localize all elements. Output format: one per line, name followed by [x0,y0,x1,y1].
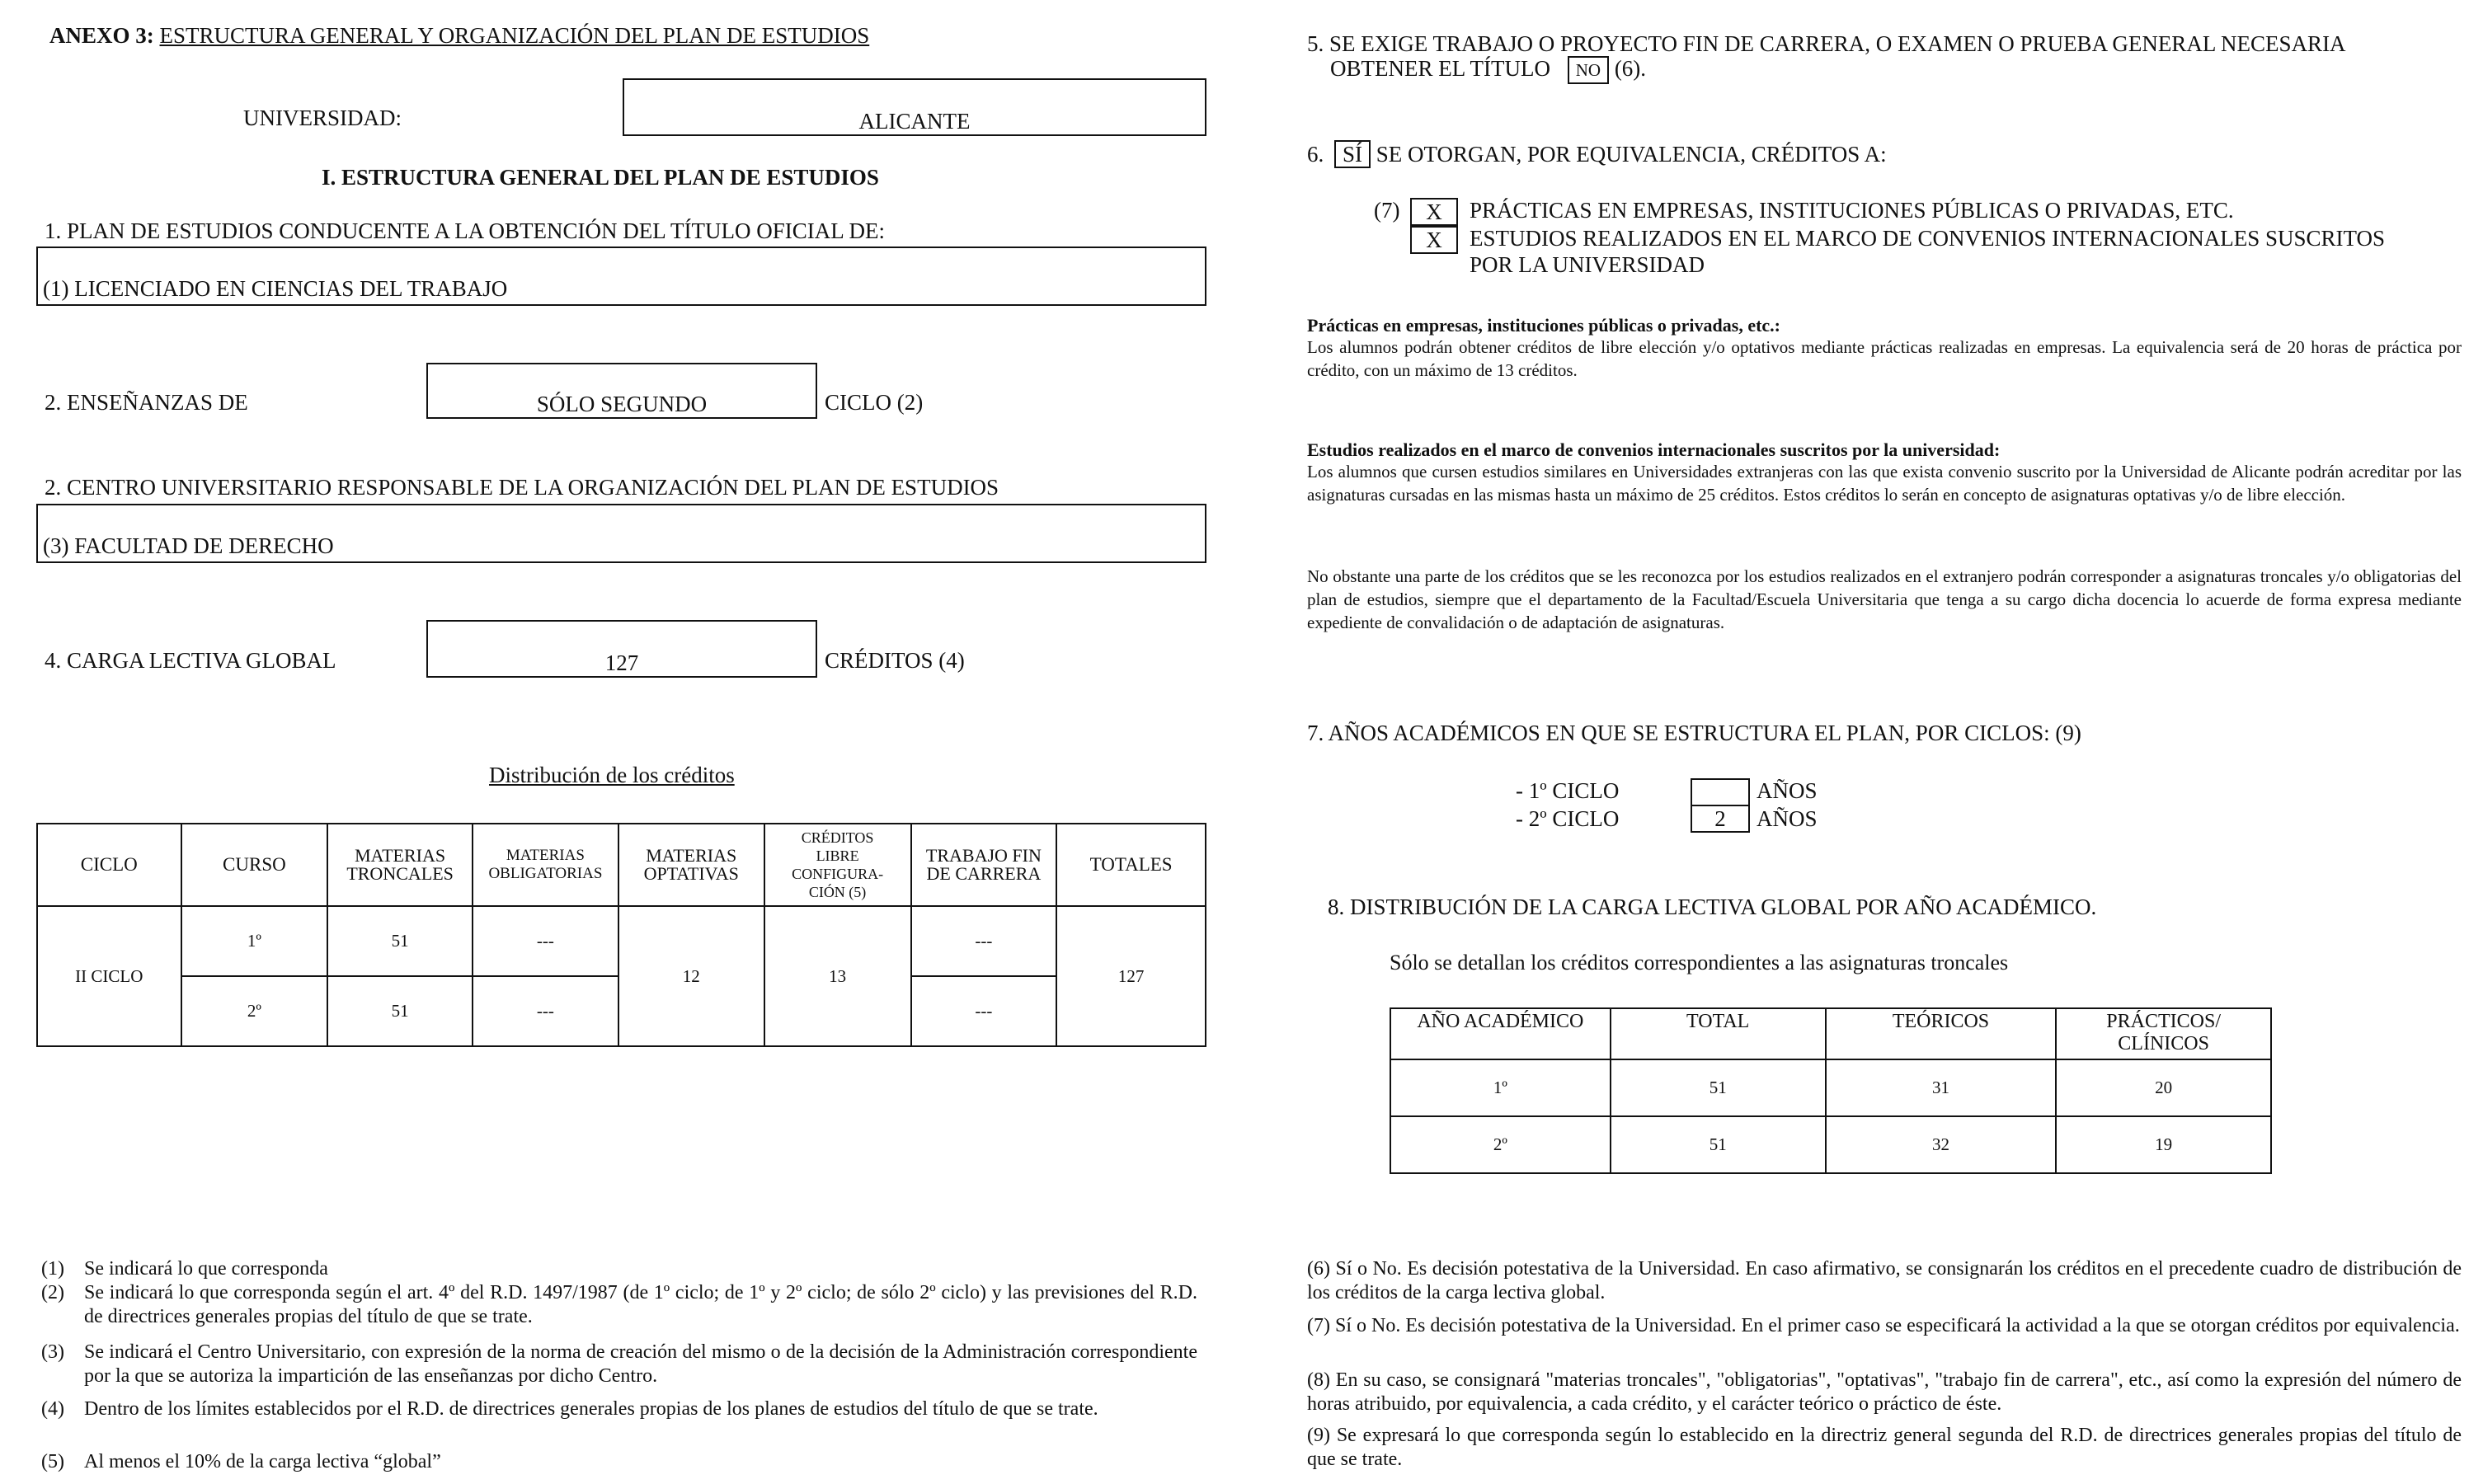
item7-label: 7. AÑOS ACADÉMICOS EN QUE SE ESTRUCTURA EL PLAN, POR CICLOS: (9) [1307,721,2081,745]
footnote-text: (9) Se expresará lo que corresponda según lo establecido en la directriz general segunda del R.D. de directrices generales propias del título de que se trate. [1307,1425,2462,1470]
noobstante-text: No obstante una parte de los créditos que se les reconozca por los estudios realizados en el extranjero podrán corresponder a asignaturas troncales y/o obligatorias del plan de estudios, siempre que el departamento de la Facultad/Escuela Universitaria que tenga a su cargo dicha docencia lo acuerde de forma expresa mediante expediente de convalidación o de adaptación de asignaturas. [1307,566,2462,632]
curso-2: 2º [181,976,328,1046]
header-ciclo: CICLO [37,824,181,906]
item4-value: 127 [604,650,639,675]
item3-box [36,504,1206,563]
header-troncales: MATERIAS TRONCALES [327,824,473,906]
footnote-num: (2) [41,1282,64,1303]
item5-line2 [1330,56,1646,84]
item7-c1-label: - 1º CICLO [1516,778,1620,803]
check-mark: X [1426,228,1442,252]
item6-prefix: 6. [1307,142,1324,167]
footnote-text: (6) Sí o No. Es decisión potestativa de la Universidad. En caso afirmativo, se consignarán los créditos en el precedente cuadro de distribución de los créditos de la carga lectiva global. [1307,1258,2462,1303]
header-practicos: PRÁCTICOS/ CLÍNICOS [2056,1008,2271,1059]
trabajo-2: --- [911,976,1057,1046]
obligatorias-1: --- [473,906,618,976]
troncales-1: 51 [327,906,473,976]
item6-value-box: SÍ [1334,140,1371,168]
item5-line1: 5. SE EXIGE TRABAJO O PROYECTO FIN DE CARRERA, O EXAMEN O PRUEBA GENERAL NECESARIA [1307,31,2346,56]
totales-cell: 127 [1056,906,1206,1046]
estudios-title: Estudios realizados en el marco de convenios internacionales suscritos por la universidad: [1307,439,2001,460]
footnote-text: (7) Sí o No. Es decisión potestativa de la Universidad. En el primer caso se especificará la actividad a la que se otorgan créditos por equivalencia. [1307,1315,2460,1336]
university-box [623,78,1206,136]
header-obligatorias: MATERIAS OBLIGATORIAS [473,824,618,906]
footnote-num: (4) [41,1398,64,1420]
obligatorias-2: --- [473,976,618,1046]
header-totales: TOTALES [1056,824,1206,906]
item5-value-box: NO [1568,56,1609,84]
footnote-text: Se indicará lo que corresponda [84,1258,328,1280]
item6-opt1: PRÁCTICAS EN EMPRESAS, INSTITUCIONES PÚBLICAS O PRIVADAS, ETC. [1470,198,2234,223]
item7-c2-label: - 2º CICLO [1516,806,1620,831]
footnote-text: Se indicará el Centro Universitario, con expresión de la norma de creación del mismo o de la decisión de la Administración correspondiente por la que se autoriza la impartición de las enseñanzas por dicho Centro. [84,1341,1197,1387]
item2-value: SÓLO SEGUNDO [536,392,708,416]
table-header-row [37,824,1206,906]
header-curso: CURSO [181,824,328,906]
header-total: TOTAL [1611,1008,1826,1059]
table-row [37,906,1206,976]
item2-suffix: CICLO (2) [825,390,924,415]
item4-label: 4. CARGA LECTIVA GLOBAL [45,648,336,673]
year-cell: 2º [1390,1116,1611,1173]
practicos-cell: 19 [2056,1116,2271,1173]
footnote-num: (1) [41,1258,64,1280]
item7-c2-box [1691,805,1750,833]
libre-cell: 13 [764,906,911,1046]
curso-1: 1º [181,906,328,976]
total-cell: 51 [1611,1059,1826,1116]
header-libre: CRÉDITOS LIBRE CONFIGURA-CIÓN (5) [764,824,911,906]
practicas-title: Prácticas en empresas, instituciones públicas o privadas, etc.: [1307,315,1781,336]
item1-box [36,247,1206,306]
optativas-cell: 12 [618,906,764,1046]
table-row [1390,1059,2271,1116]
table-header-row [1390,1008,2271,1059]
teoricos-cell: 31 [1826,1059,2057,1116]
item2-box [426,363,817,419]
credits-distribution-table [36,823,1206,1047]
estudios-text: Los alumnos que cursen estudios similares en Universidades extranjeras con las que exista convenio suscrito por la Universidad de Alicante podrán acreditar por las asignaturas cursadas en las mismas hasta un máximo de 25 créditos. Estos créditos lo serán en concepto de asignaturas optativas y/o de libre elección. [1307,462,2462,505]
distribution-title: Distribución de los créditos [489,763,735,787]
footnote-text: Se indicará lo que corresponda según el art. 4º del R.D. 1497/1987 (de 1º ciclo; de 1º y 2º ciclo; de sólo 2º ciclo) y las previsiones del R.D. de directrices generales propias del título de que se trate. [84,1282,1197,1327]
item5-prefix: OBTENER EL TÍTULO [1330,56,1550,81]
item7-c1-box [1691,778,1750,806]
footnote-num: (3) [41,1341,64,1363]
year-distribution-table [1390,1007,2272,1174]
item4-suffix: CRÉDITOS (4) [825,648,965,673]
footnote-text: (8) En su caso, se consignará "materias troncales", "obligatorias", "optativas", "trabajo fin de carrera", etc., así como la expresión del número de horas atribuido, por equivalencia, a cada crédito, y el carácter teórico o práctico de éste. [1307,1369,2462,1415]
practicos-cell: 20 [2056,1059,2271,1116]
check-mark: X [1426,200,1442,224]
university-value: ALICANTE [858,109,971,134]
table-row [1390,1116,2271,1173]
item4-box [426,620,817,678]
item3-label: 2. CENTRO UNIVERSITARIO RESPONSABLE DE LA ORGANIZACIÓN DEL PLAN DE ESTUDIOS [45,475,999,500]
check-box-practicas [1410,198,1458,226]
item6-opt2-line2: POR LA UNIVERSIDAD [1470,252,1705,277]
troncales-2: 51 [327,976,473,1046]
item1-label: 1. PLAN DE ESTUDIOS CONDUCENTE A LA OBTENCIÓN DEL TÍTULO OFICIAL DE: [45,218,885,243]
header-trabajo: TRABAJO FIN DE CARRERA [911,824,1057,906]
practicas-text: Los alumnos podrán obtener créditos de libre elección y/o optativos mediante prácticas realizadas en empresas. La equivalencia será de 20 horas de práctica por crédito, con un máximo de 13 créditos. [1307,337,2462,380]
item6-line [1307,140,1887,168]
header-year: AÑO ACADÉMICO [1390,1008,1611,1059]
ciclo-cell: II CICLO [37,906,181,1046]
annex-label: ANEXO 3: [49,23,154,48]
item6-opt2-line1: ESTUDIOS REALIZADOS EN EL MARCO DE CONVENIOS INTERNACIONALES SUSCRITOS [1470,226,2386,251]
footnote-num: (5) [41,1451,64,1472]
item6-text: SE OTORGAN, POR EQUIVALENCIA, CRÉDITOS A: [1376,142,1887,167]
item8-sub: Sólo se detallan los créditos correspondientes a las asignaturas troncales [1390,951,2009,974]
university-label: UNIVERSIDAD: [243,106,402,130]
teoricos-cell: 32 [1826,1116,2057,1173]
item5-suffix: (6). [1614,56,1647,81]
check-box-convenios [1410,226,1458,254]
item3-value: (3) FACULTAD DE DERECHO [43,533,334,558]
item8-label: 8. DISTRIBUCIÓN DE LA CARGA LECTIVA GLOBAL POR AÑO ACADÉMICO. [1328,895,2097,919]
footnote-text: Dentro de los límites establecidos por el R.D. de directrices generales propias de los planes de estudios del título de que se trate. [84,1398,1098,1420]
item2-label: 2. ENSEÑANZAS DE [45,390,248,415]
total-cell: 51 [1611,1116,1826,1173]
footnote-text: Al menos el 10% de la carga lectiva “global” [84,1451,441,1472]
years-label-1: AÑOS [1757,778,1818,803]
annex-heading [49,23,869,49]
years-label-2: AÑOS [1757,806,1818,831]
section-title: I. ESTRUCTURA GENERAL DEL PLAN DE ESTUDIOS [322,165,879,190]
item1-value: (1) LICENCIADO EN CIENCIAS DEL TRABAJO [43,276,508,301]
item7-c2-value: 2 [1714,806,1726,831]
header-optativas: MATERIAS OPTATIVAS [618,824,764,906]
item6-ref: (7) [1374,198,1400,223]
trabajo-1: --- [911,906,1057,976]
header-teoricos: TEÓRICOS [1826,1008,2057,1059]
year-cell: 1º [1390,1059,1611,1116]
annex-title: ESTRUCTURA GENERAL Y ORGANIZACIÓN DEL PLAN DE ESTUDIOS [159,23,870,48]
